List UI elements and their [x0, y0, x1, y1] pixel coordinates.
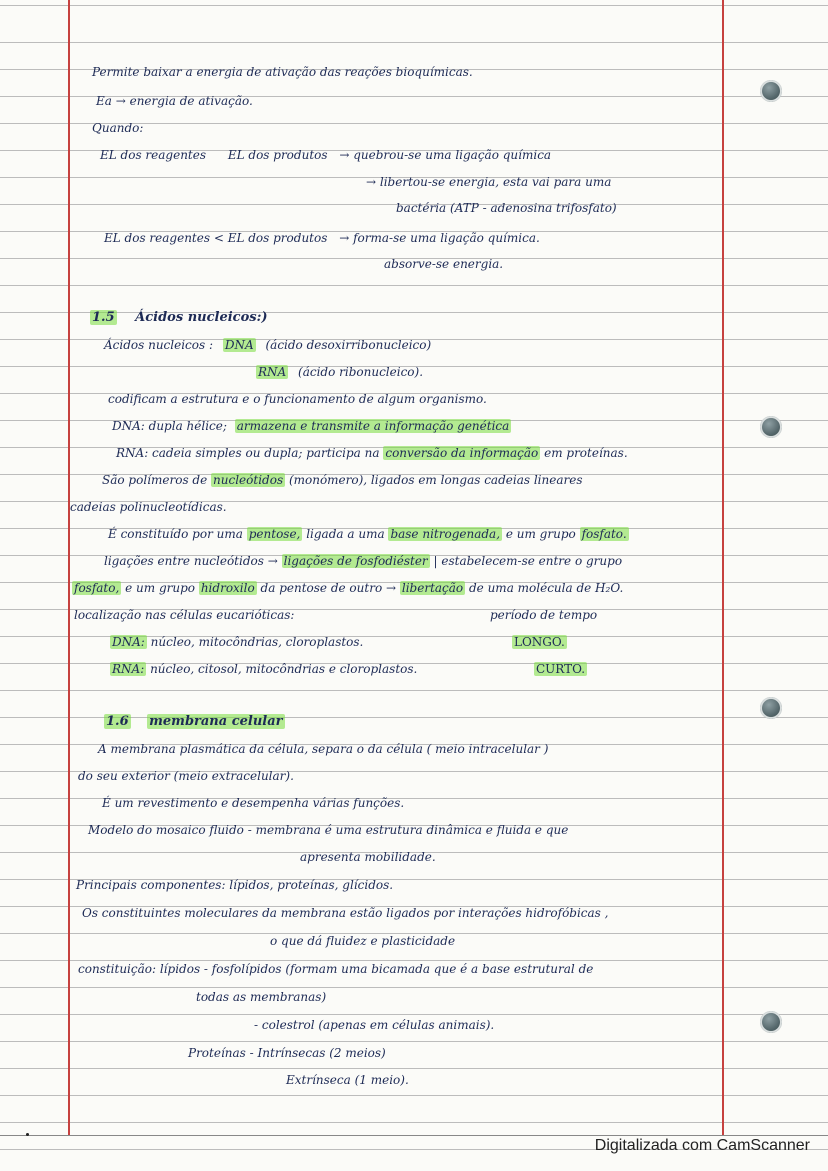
note-text: ligações entre nucleótidos → — [104, 554, 278, 568]
note-text: É constituído por uma — [108, 527, 243, 541]
highlight-term: RNA — [258, 365, 287, 379]
note-text: (monómero), ligados em longas cadeias lineares — [288, 473, 583, 487]
note-text: da pentose de outro → — [260, 581, 397, 595]
highlight-term: hidroxilo — [200, 581, 255, 595]
section-heading — [90, 310, 268, 326]
note-text: e um grupo — [505, 527, 576, 541]
note-text: (ácido ribonucleico). — [298, 365, 424, 379]
note-text: núcleo, citosol, mitocôndrias e cloroplastos. — [150, 662, 418, 676]
note-line: Quando: — [92, 121, 144, 135]
note-line — [108, 526, 629, 542]
note-line: → libertou-se energia, esta vai para uma — [366, 175, 612, 189]
section-heading — [104, 714, 285, 730]
right-margin-line — [722, 0, 724, 1135]
note-line — [100, 147, 551, 163]
note-text: | estabelecem-se entre o grupo — [433, 554, 623, 568]
binder-hole-4 — [760, 1011, 782, 1033]
note-text: localização nas células eucarióticas: — [74, 608, 295, 622]
note-line: cadeias polinucleotídicas. — [70, 500, 227, 514]
section-title: Ácidos nucleicos:) — [135, 310, 268, 325]
highlight-term: armazena e transmite a informação genética — [236, 419, 510, 433]
note-line: Proteínas - Intrínsecas (2 meios) — [188, 1046, 386, 1060]
highlight-term: pentose, — [248, 527, 301, 541]
highlight-term: LONGO. — [514, 635, 565, 649]
left-margin-line — [68, 0, 70, 1135]
note-line — [104, 337, 431, 353]
note-line: absorve-se energia. — [384, 257, 504, 271]
note-line — [110, 634, 363, 650]
highlight-term: fosfato, — [74, 581, 120, 595]
highlight-term: RNA: — [112, 662, 145, 676]
note-line: apresenta mobilidade. — [300, 850, 436, 864]
ink-dot — [26, 1133, 29, 1136]
highlight-term: libertação — [401, 581, 464, 595]
note-line: todas as membranas) — [196, 990, 327, 1004]
note-line: Extrínseca (1 meio). — [286, 1073, 409, 1087]
note-text: → forma-se uma ligação química. — [339, 231, 540, 245]
highlight-term: ligações de fosfodiéster — [283, 554, 428, 568]
note-line: constituição: lípidos - fosfolípidos (formam uma bicamada que é a base estrutural de — [78, 962, 594, 976]
note-line: codificam a estrutura e o funcionamento de algum organismo. — [108, 392, 487, 406]
note-line: É um revestimento e desempenha várias funções. — [102, 796, 405, 810]
highlight-term: base nitrogenada, — [390, 527, 501, 541]
note-text: (ácido desoxirribonucleico) — [265, 338, 432, 352]
section-number: 1.5 — [92, 310, 115, 325]
highlight-term: DNA — [224, 338, 254, 352]
note-line — [74, 607, 294, 623]
note-line — [104, 553, 622, 569]
note-text: EL dos reagentes < EL dos produtos — [104, 231, 328, 245]
note-line: Os constituintes moleculares da membrana estão ligados por interações hidrofóbicas , — [82, 906, 609, 920]
highlight-term: fosfato. — [581, 527, 627, 541]
section-title: membrana celular — [149, 714, 283, 729]
note-text: em proteínas. — [544, 446, 628, 460]
note-line: Ea → energia de ativação. — [96, 94, 253, 108]
note-text: núcleo, mitocôndrias, cloroplastos. — [150, 635, 364, 649]
note-text: EL dos reagentes — [100, 148, 207, 162]
binder-hole-1 — [760, 80, 782, 102]
note-text: ligada a uma — [306, 527, 385, 541]
note-line — [110, 661, 417, 677]
note-text: → quebrou-se uma ligação química — [339, 148, 552, 162]
highlight-term: DNA: — [112, 635, 145, 649]
note-line — [102, 472, 583, 488]
note-text: DNA: dupla hélice; — [112, 419, 227, 433]
note-line: bactéria (ATP - adenosina trifosfato) — [396, 201, 617, 215]
note-text: São polímeros de — [102, 473, 208, 487]
highlight-term: nucleótidos — [213, 473, 284, 487]
page-bottom-edge — [0, 1135, 828, 1136]
note-line — [534, 661, 587, 677]
note-line: Principais componentes: lípidos, proteínas, glícidos. — [76, 878, 394, 892]
highlight-term: conversão da informação — [385, 446, 539, 460]
note-text: Ácidos nucleicos : — [104, 338, 214, 352]
note-line — [72, 580, 623, 596]
note-line — [104, 230, 540, 246]
binder-hole-2 — [760, 416, 782, 438]
scanner-watermark: Digitalizada com CamScanner — [594, 1137, 810, 1154]
note-line: o que dá fluidez e plasticidade — [270, 934, 456, 948]
binder-hole-3 — [760, 697, 782, 719]
note-line: - colestrol (apenas em células animais). — [254, 1018, 495, 1032]
section-number: 1.6 — [106, 714, 129, 729]
note-line — [512, 634, 567, 650]
note-line — [116, 445, 628, 461]
note-text: EL dos produtos — [227, 148, 328, 162]
note-line — [112, 418, 511, 434]
note-line: período de tempo — [490, 608, 598, 622]
note-text: RNA: cadeia simples ou dupla; participa na — [116, 446, 380, 460]
note-text: e um grupo — [125, 581, 195, 595]
note-line: A membrana plasmática da célula, separa o da célula ( meio intracelular ) — [98, 742, 549, 756]
note-line — [256, 364, 423, 380]
note-line: Permite baixar a energia de ativação das reações bioquímicas. — [92, 65, 473, 79]
note-text: de uma molécula de H₂O. — [468, 581, 624, 595]
note-line: Modelo do mosaico fluido - membrana é uma estrutura dinâmica e fluida e que — [88, 823, 569, 837]
highlight-term: CURTO. — [536, 662, 586, 676]
note-line: do seu exterior (meio extracelular). — [78, 769, 294, 783]
